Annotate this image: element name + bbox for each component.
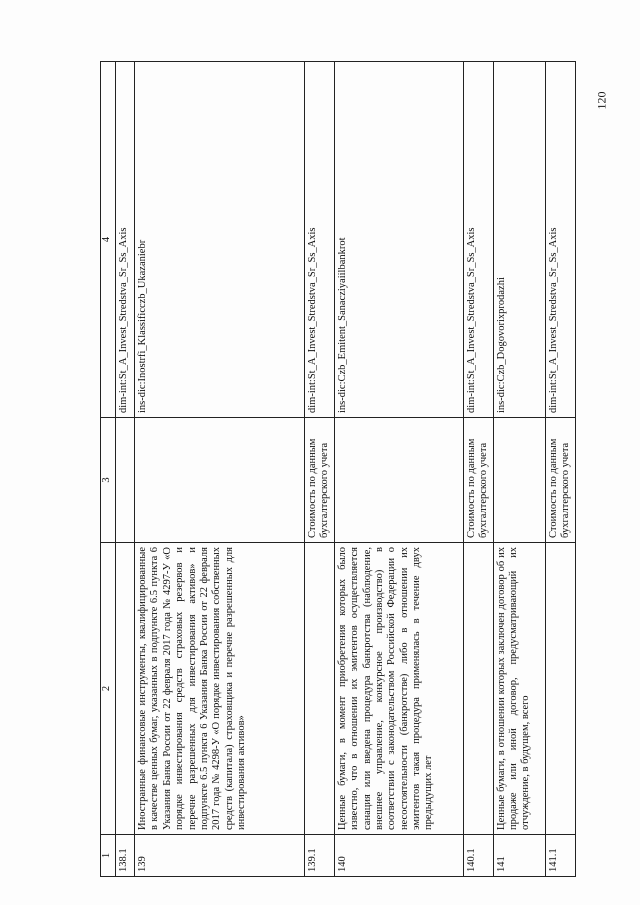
- row-description: Иностранные финансовые инструменты, квалифицированные в качестве ценных бумаг, указанных в подпункте 6.5 пункта 6 Указания Банка России от 22 февраля 2017 года № 4297-У «О порядке инвестирования средств страховых резервов и перечне разрешенных для инвестирования активов» и подпункте 6.5 пункта 6 Указания Банка России от 22 февраля 2017 года № 4298-У «О порядке инвестирования собственных средств (капитала) страховщика и перечне разрешенных для инвестирования активов»: [135, 543, 305, 835]
- table-row: [463, 62, 493, 877]
- table-row: [545, 62, 575, 877]
- row-description: Ценные бумаги, в отношении которых заключен договор об их продаже или иной договор, предусматривающий их отчуждение, в будущем, всего: [493, 543, 545, 835]
- row-number: 139.1: [305, 835, 335, 877]
- row-reference: dim-int:St_A_Invest_Stredstva_Sr_Ss_Axis: [463, 62, 493, 418]
- row-reference: dim-int:St_A_Invest_Stredstva_Sr_Ss_Axis: [305, 62, 335, 418]
- rotated-table-wrapper: [100, 62, 588, 877]
- row-number: 141: [493, 835, 545, 877]
- row-basis: [334, 418, 463, 543]
- row-reference: dim-int:St_A_Invest_Stredstva_Sr_Ss_Axis: [545, 62, 575, 418]
- table-row: [135, 62, 305, 877]
- table-row: [116, 62, 135, 877]
- table-row: [334, 62, 463, 877]
- row-number: 141.1: [545, 835, 575, 877]
- row-description: [116, 543, 135, 835]
- row-reference: ins-dic:Czb_Dogovorixprodazhi: [493, 62, 545, 418]
- table-row: [493, 62, 545, 877]
- data-table: [100, 61, 576, 877]
- table-header-row: [101, 62, 116, 877]
- row-number: 139: [135, 835, 305, 877]
- header-cell-3: 3: [101, 418, 116, 543]
- row-basis: Стоимость по данным бухгалтерского учета: [545, 418, 575, 543]
- row-number: 140.1: [463, 835, 493, 877]
- table-row: [305, 62, 335, 877]
- row-basis: Стоимость по данным бухгалтерского учета: [463, 418, 493, 543]
- row-description: Ценные бумаги, в момент приобретения которых было известно, что в отношении их эмитентов осуществляется санация или введена процедура банкротства (наблюдение, внешнее управление, конкурсное производство) в соответствии с законодательством Российской Федерации о несостоятельности (банкротстве) либо в отношении их эмитентов такая процедура применялась в течение двух предыдущих лет: [334, 543, 463, 835]
- row-reference: ins-dic:Inostrfi_Klassificczb_Ukazaniebr: [135, 62, 305, 418]
- table-frame: [100, 62, 588, 877]
- row-basis: [493, 418, 545, 543]
- row-number: 140: [334, 835, 463, 877]
- page-number: 120: [594, 91, 609, 109]
- row-basis: [135, 418, 305, 543]
- header-cell-2: 2: [101, 543, 116, 835]
- row-basis: [116, 418, 135, 543]
- header-cell-4: 4: [101, 62, 116, 418]
- row-reference: dim-int:St_A_Invest_Stredstva_Sr_Ss_Axis: [116, 62, 135, 418]
- row-reference: ins-dic:Czb_Emitent_Sanacziyaiilbankrot: [334, 62, 463, 418]
- row-description: [305, 543, 335, 835]
- header-cell-1: 1: [101, 835, 116, 877]
- row-description: [463, 543, 493, 835]
- row-basis: Стоимость по данным бухгалтерского учета: [305, 418, 335, 543]
- row-description: [545, 543, 575, 835]
- row-number: 138.1: [116, 835, 135, 877]
